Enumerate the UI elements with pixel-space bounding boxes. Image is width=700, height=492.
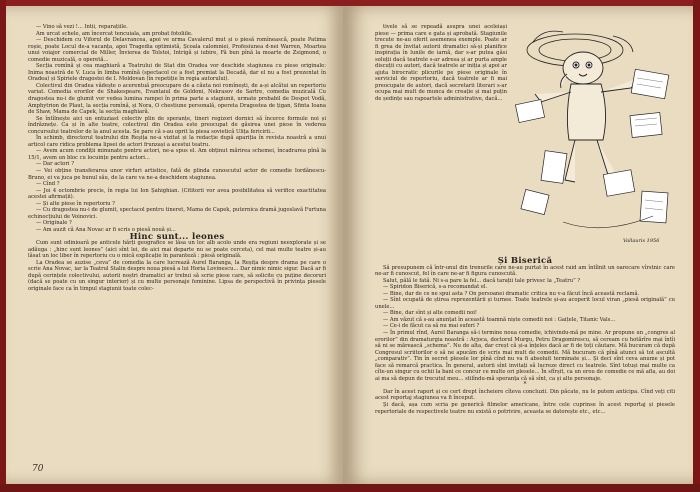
paragraph: — Am auzit că Ana Novac ar fi scris o piesă nouă și...: [36, 226, 176, 233]
paragraph: Salut, pălă le fată. Ni s-a pare la fel... dacă tarații tale privesc la „Teatru” ?: [383, 277, 581, 284]
paragraph: — Cînd ?: [36, 181, 60, 188]
section-heading: Și Biserică: [497, 256, 553, 266]
paragraph: Cum sunt odinioară pe anticele hărți geografice se lăsa un loc alb acolo unde era regiuni neexplorate și se adăuga : „hinc sunt leones” (aici sînt lei, de aici mai departe nu se poate cerceta), cel mai multe teatre și-au lăsat un loc liber în repertoriu cu o mică explicație în paranteză : piesă originală.: [28, 240, 326, 260]
paragraph: — Vino să vezi !... Intii, reparațiile.: [36, 24, 128, 30]
paragraph: — Sînt ocupată de știrea reprezentării și turnee. Toate teatrele și-au acoperit locul viran „piesă originală” cu unele...: [375, 297, 675, 310]
paragraph: În schimb, directorul teatrului din Reșița ne-a vizitat și la redacție după apariția în revista noastră a unui articol care ridica problema lipsei de actori frunzași a acestui teatru.: [28, 135, 326, 148]
paragraph: — Avem acum condiții minunate pentru actori, ne-a spus el. Am obținut mărirea schemei, încadrarea pînă la 15/1, avem un bloc cu locuințe pentru actori...: [28, 148, 326, 161]
right-page-bottom-column: [375, 258, 675, 415]
paragraph: Se întîlnește aici un entuziast colectiv plin de speranțe, tineri regizori dornici să încerce formule noi și îndrăznețe. Ca și în alte teatre, colectivul din Oradea este preocupat de găsirea unei piese în vederea concursului teatrelor de la anul acesta. Se pare că s-au oprit la piesa sovietică Ulița fericirii...: [28, 115, 326, 135]
paragraph: — Bine, dar de ce ne spui asta ? On persoanei dramatic critica nu v-a făcut încă această reclamă.: [383, 290, 640, 297]
paragraph: La Oradea se auzise „ceva” de comedia la care lucrează Aurel Baranga, la Reșița despre drama pe care o scrie Ana Novac, iar la Teatrul Stalin despre noua piesă a lui Horia Lovinescu... Dar nimic nimic sigur. Dacă ar fi după cerințele colectivului, autorii noștri dramatici ar trebui să scrie piese care, să solicite cu puține decoruri (dacă se poate cu un singur interior) și cu multe personaje feminine. Lipsa de perspectivă în privința piesele originale face ca în timpul stagiunii toate colec-: [28, 259, 326, 292]
left-page-column: [28, 24, 326, 292]
paragraph: — Deschidem cu Viforul de Delavrancea, apoi ve urma Cavalerul mut și o piesă romînească, poate Patima roșie, poate Locul de-a vacanța, apoi Tragedia optimistă, Școala calomniei, Profesiunea d-nei Warren, Moartea unui voiajor comercial de Miller, Învierea de Tolstoi, Intrigă și iubire, Fă bun pînă la moarte de Zsigmond, o comedie muzicală, o operetă...: [28, 37, 326, 63]
paragraph: — În primul rînd, Aurel Baranga să-i termine noua comedie, ichivindu-mă pe mine. Ar propune un „congres al erorilor” din dramaturgia noastră : Arjoca, doctorul Murgu, Petru Dragomirescu, să ceream cu hotărîre mai întîi să ni se mărească „schema”. Nu de alta, dar creșt că și-a înțeles dacă ar fi de toți căutare. Mă bucuram că după Congresul scriitorilor o să ne apucăm de scris mai mult de comedii. Mă bucuram că pînă atunci să tot ascultă „comparativ”. Tin în secret plesele lor pînă cînd nu va fi absoluit terminate și... Și deci sînt ceva anume și pot face să remarcă practica. În general, autorii sînt invitați să lucreze direct cu teatrele. Sînt totuși mai multe ca cîte-un singur cu ochii la bani ce concur ce multe ori plesele... În sfîrșit, ca un erou de comedie ce mă afla, au doi ai ma să depun de trecutul meu... stilîndu-mă speranța că să sînt, ca și alte personaje.: [375, 330, 675, 382]
paragraph: — Am văzut că s-au anunțat în această toamnă niște comedii noi : Gaițele, Titanic Vals...: [383, 316, 616, 323]
paragraph: — Ce-i de făcut ca să nu mai suferi ?: [383, 323, 480, 330]
paragraph: — Spiridon Biserică, s-a recomandat el.: [383, 284, 488, 291]
paragraph: — Și alte piese în repertoriu ?: [36, 200, 115, 207]
paragraph: — Bine, dar sînt și alte comedii noi!: [383, 310, 477, 317]
paragraph: Și dacă, așa cum scria pe generică filmelor americane, între cele cuprinse în acest reportaj și piesele repertoriale de respectivele teatre nu există o potrivire, aceasta se datorește etc., etc...: [375, 402, 675, 415]
section-separator: *: [523, 381, 527, 389]
paragraph: Colectivul din Oradea vădește o acerentuă preocupare de a căuta noi romînești, de a-și alcătui un repertoriu variat. Comedia erorilor de Shakespeare, Evantaiul de Goldoni, Nekrasov de Sartre, comedia muzicală Cu dragostea nu-i de glumit vor vedea lumina rampei în prima parte a stagiunii, urmate probabil de Despot Vodă, Amphytrion de Plaut, la secția romînă, și Nora, O chestiune personală, opereta Dragostea de țigan, Sfinta Ioana de Shaw, Mama de Capek, la secția maghiară.: [28, 82, 326, 116]
paragraph: Dar în acest raport și ce cert drept încheiere cîteva concluzii. Din păcate, nu le putem anticipa. Cînd veți citi acest reportaj stagiunea va fi început.: [375, 388, 675, 402]
left-page: [6, 6, 343, 484]
signature-text: Vallauris 1956: [623, 238, 660, 244]
paragraph: tivele să se repeadă asupra unei aceleiași piese — prima care e gata și aprobată. Stagiunile trecute ne-au oferit asemenea exemple. Poate ar fi grea de învitat autorii dramatici să-și planifice inspirația în lunile de iarnă, dar s-ar putea găsi soluții dacă teatrele s-ar adresa și ar purta ample discuții cu autori, dacă teatrele ar iniția și apoi ar ajuta birocratic plicurile pe piese originale în serviciul de repertoriu, dacă teatrele ar fi mai preocupate de autori, dacă secretarii literari s-ar ocupa mai mult de munca de creație și mai puțin de ședințe sau rapoartele administrative, dacă...: [375, 24, 507, 103]
paragraph: Am urcat schele, am încercat tencuiala, am probat fotoliile.: [36, 30, 193, 37]
book-cover-edge-bottom: [0, 484, 700, 492]
page-number: 70: [32, 464, 44, 474]
cartoon-signature: [623, 238, 659, 244]
right-page-top-column: [375, 24, 507, 103]
paragraph: — Joi 4 octombrie precis, în regia lui Ion Șahighian. (Cititorii vor avea posibilitatea să verifice exactitatea acestei afirmații).: [28, 187, 326, 201]
section-heading: Hinc sunt... leones: [129, 231, 225, 242]
paragraph: — Dar actori ?: [36, 161, 74, 168]
paragraph: — Vei obține transferarea unor virfuri artistice, fată de plinda cunoscutul actor de comedie Iordănescu-Bruno, ei va juca pe bunul său, de la care va ne-a deschidem stagiunea.: [28, 168, 326, 181]
paragraph: — Originale ?: [36, 220, 72, 227]
book-cover-edge-right: [693, 0, 700, 492]
right-page: [343, 6, 693, 484]
paragraph: Să presupunem că într-unul din trenurile care ne-au purtat în acest raid am întîlnit un oarecare vîrstnic care ne-ar fi cunoscut, fel în care ne-ar fi figura cunoscută.: [375, 264, 675, 278]
paragraph: Secția romînă și cea maghiară a Teatrului de Stat din Oradea vor deschide stagiunea cu piese originale: Inima noastră de V. Luca în limba romînă (spectacol ce a fost premiat la Decadă, dar el nu a fost prezentat în Oradea) și Spiriele dragostei de I. Moldovan (în repetiție în regia autorului).: [28, 63, 326, 83]
paragraph: — Cu dragostea nu-i de glumit, spectacol pentru tineret, Mama de Capek, puternica dramă jugoslavă Furtuna echinocțiului de Voinovici.: [28, 207, 326, 220]
cartoon-illustration: [513, 22, 681, 248]
